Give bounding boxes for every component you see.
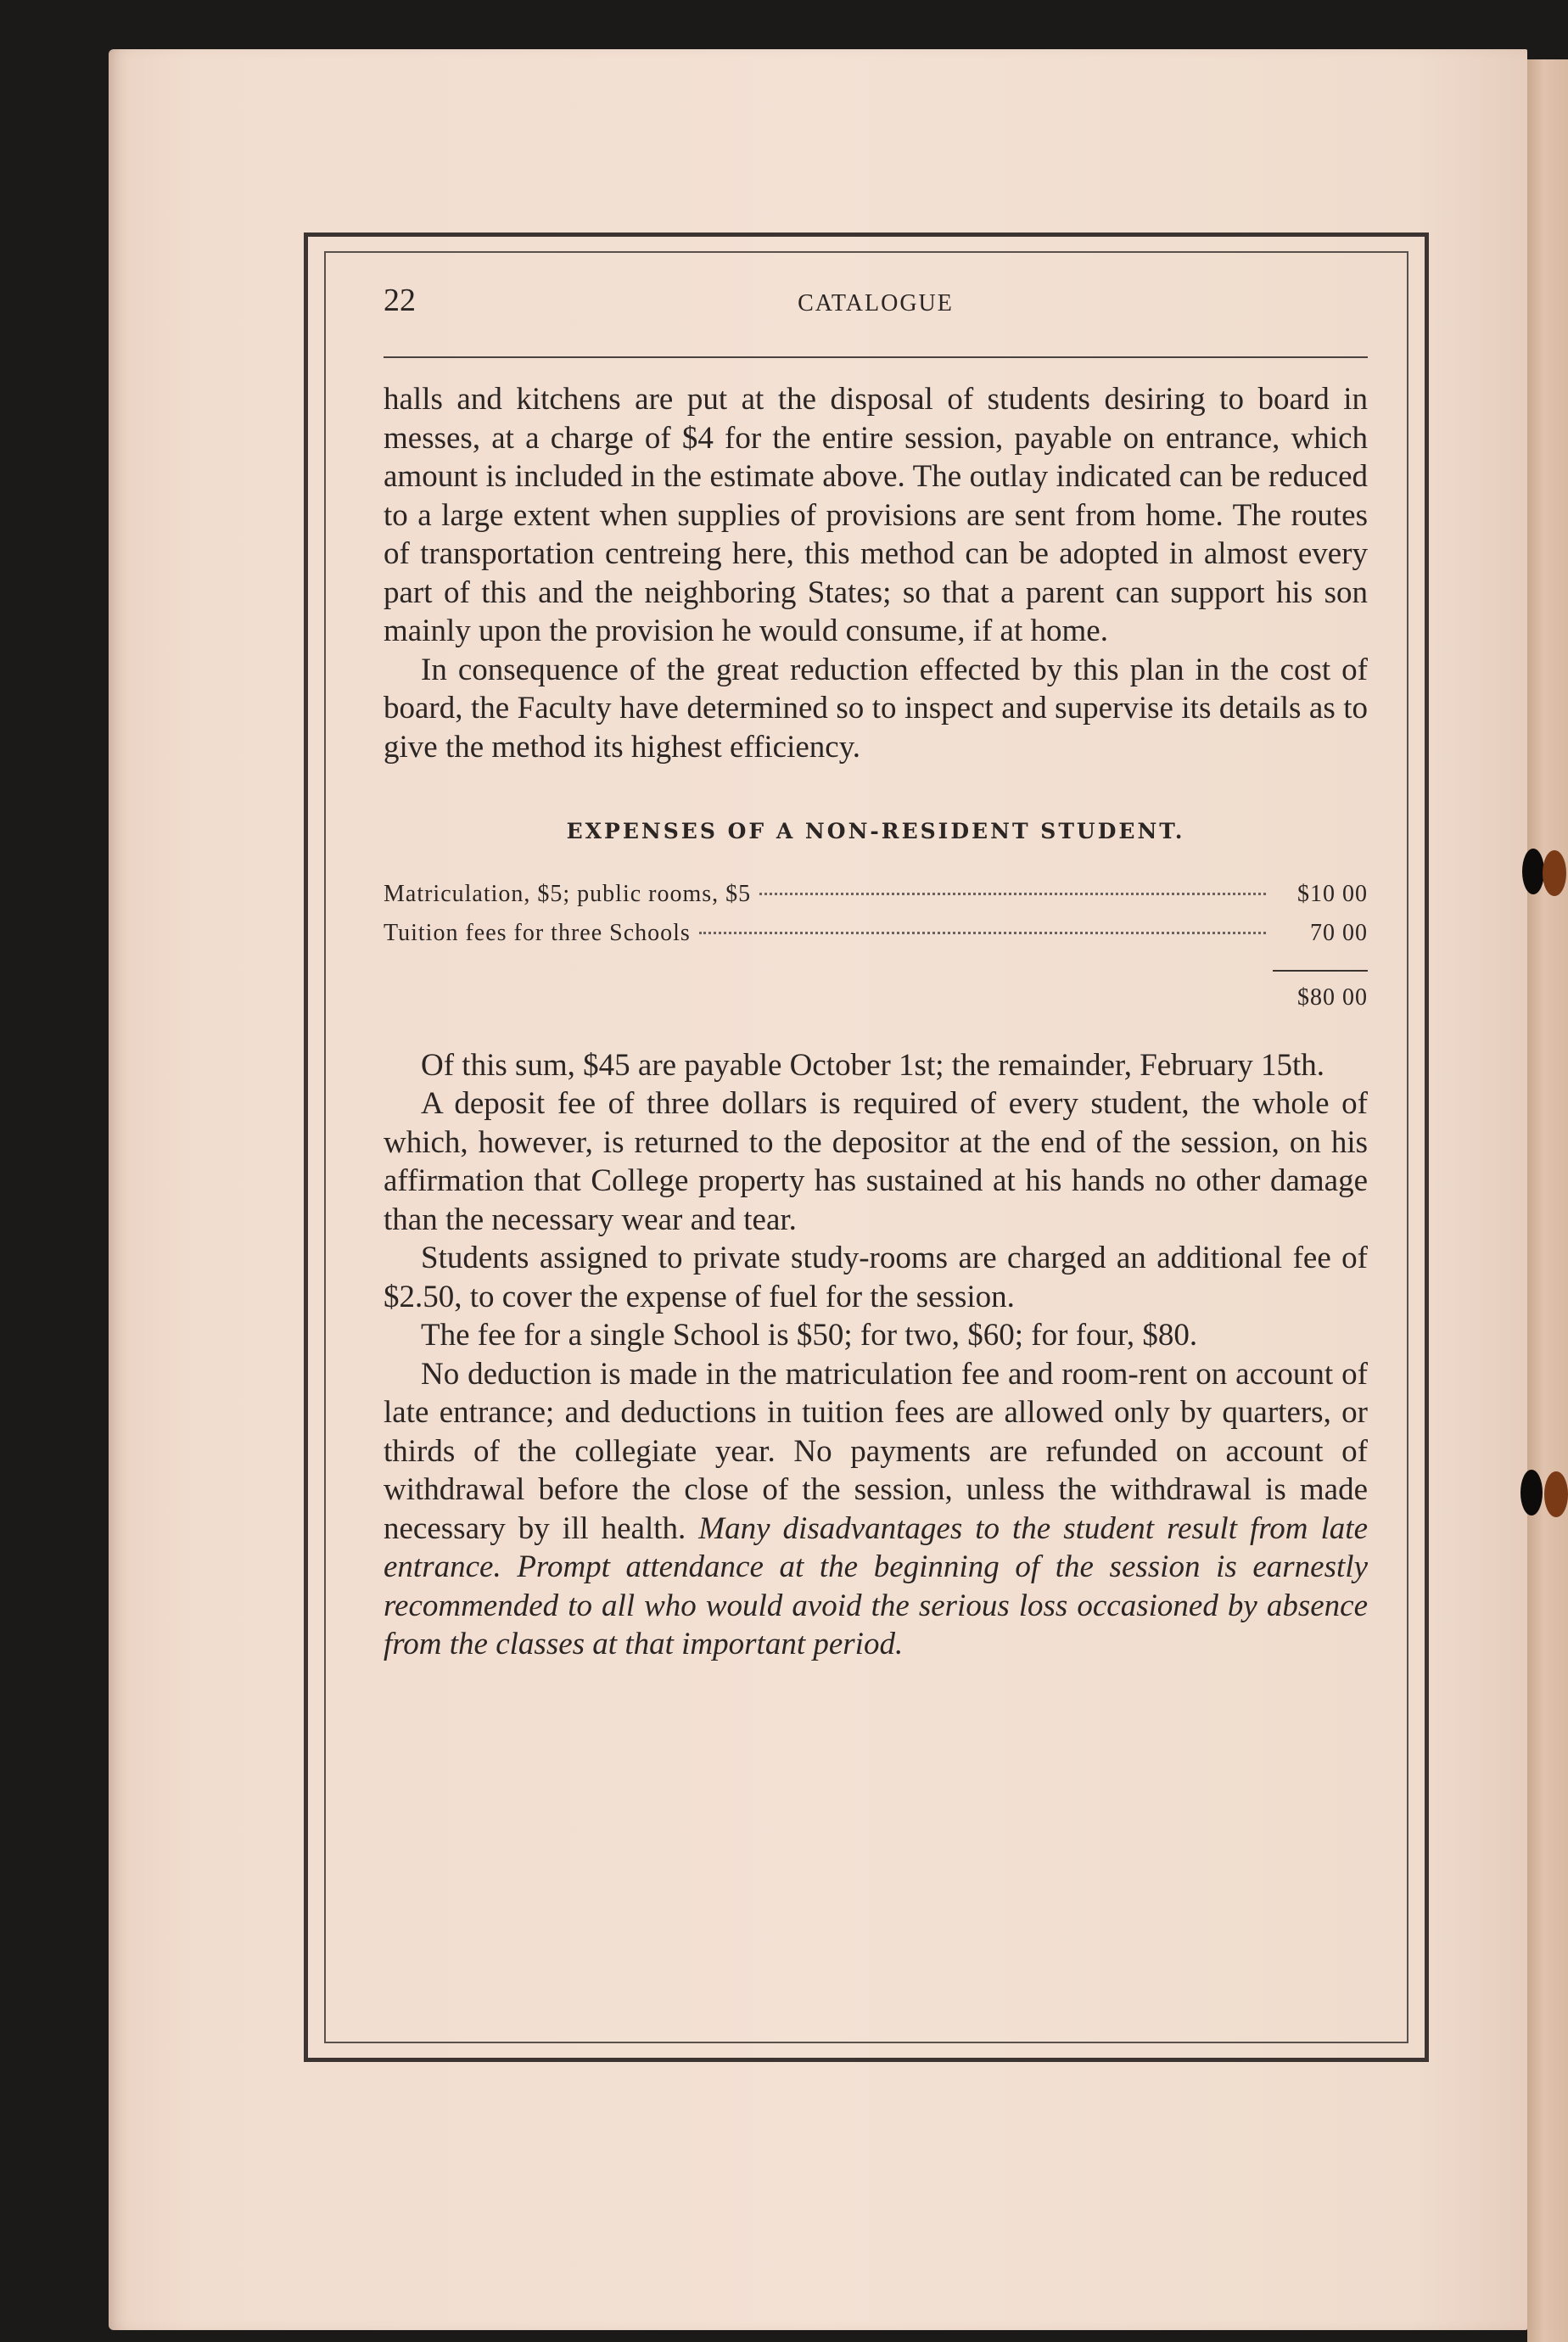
late-entrance-warning: Many disadvantages to the student result from late entrance. Prompt attendance at the beginning of the session is earnestly recommended to all who would avoid the serious loss occasioned by absence from the classes at that important period.: [384, 1510, 1368, 1661]
binding-hole-top-stain: [1543, 850, 1566, 896]
binding-hole-bottom-stain: [1544, 1471, 1568, 1517]
page-header: [384, 282, 1368, 329]
paragraph-study-rooms: Students assigned to private study-rooms are charged an additional fee of $2.50, to cover the expense of fuel for the session.: [384, 1241, 1368, 1314]
expense-amount: $10 00: [1297, 880, 1368, 907]
paragraph-board-messes: halls and kitchens are put at the disposal of students desiring to board in messes, at a charge of $4 for the entire session, payable on entrance, which amount is included in the estimate above. The outlay indicated can be reduced to a large extent when supplies of provisions are sent from home. The routes of transportation centreing here, this method can be adopted in almost every part of this and the neighboring States; so that a parent can support his son mainly upon the provision he would consume, if at home.: [384, 382, 1368, 648]
paragraph-deductions: [384, 1355, 1368, 1664]
binding-hole-top: [1522, 849, 1544, 894]
page-body: [384, 380, 1368, 1664]
expense-label: Tuition fees for three Schools: [384, 919, 691, 946]
page-edge: [1527, 59, 1568, 2342]
expense-row: [384, 875, 1368, 914]
expense-label: Matriculation, $5; public rooms, $5: [384, 880, 752, 907]
expense-row: [384, 914, 1368, 953]
header-rule: [384, 356, 1368, 358]
expenses-title: EXPENSES OF A NON-RESIDENT STUDENT.: [566, 819, 1185, 843]
leader-dots: [759, 893, 1266, 895]
binding-hole-bottom: [1520, 1470, 1543, 1516]
paragraph-deposit-fee: A deposit fee of three dollars is required of every student, the whole of which, however, is returned to the depositor at the end of the session, on his affirmation that College property has sustained at his hands no other damage than the necessary wear and tear.: [384, 1086, 1368, 1237]
total-rule: [1273, 970, 1368, 972]
paragraph-payment-dates: Of this sum, $45 are payable October 1st; the remainder, February 15th.: [421, 1047, 1325, 1083]
paragraph-school-fees: The fee for a single School is $50; for two, $60; for four, $80.: [421, 1318, 1198, 1353]
deductions-text: No deduction is made in the matriculation fee and room-rent on account of late entrance; and deductions in tuition fees are allowed only by quarters, or thirds of the collegiate year. No payments are refunded on account of withdrawal before the close of the session, unless the withdrawal is made necessary by ill health.: [384, 1356, 1368, 1546]
page-number: 22: [384, 283, 416, 318]
leader-dots: [699, 932, 1266, 934]
expense-amount: 70 00: [1310, 919, 1368, 946]
expense-total: $80 00: [1297, 983, 1368, 1011]
paragraph-faculty-supervision: In consequence of the great reduction effected by this plan in the cost of board, the Faculty have determined so to inspect and supervise its details as to give the method its highest efficiency.: [384, 652, 1368, 765]
running-head: CATALOGUE: [798, 290, 954, 317]
